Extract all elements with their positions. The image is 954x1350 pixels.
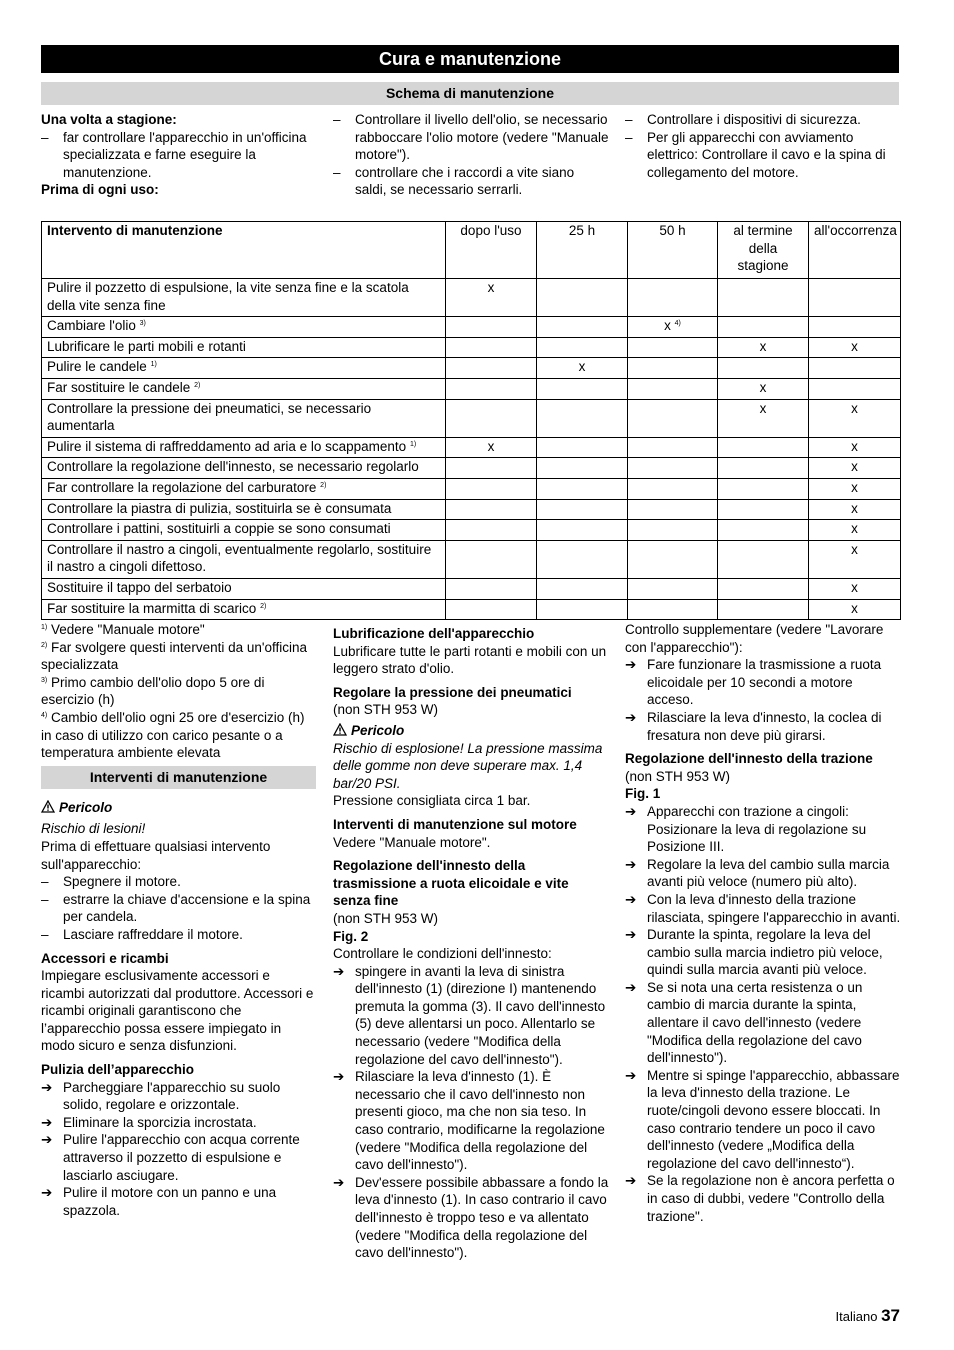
tyre-pressure-note: (non STH 953 W) (333, 702, 439, 718)
task-cell: Pulire il sistema di raffreddamento ad aria e lo scappamento $^{1)}$ (42, 437, 446, 458)
lubrication-text: Lubrificare tutte le parti rotanti e mobili con un leggero strato d'olio. (333, 643, 607, 677)
accessories-text: Impiegare esclusivamente accessori e ricambi autorizzati dal produttore. Accessori e ricambi originali garantiscono che l’apparecchio possa essere impiegato in modo sicuro e senza disfunzioni. (41, 968, 314, 1054)
table-row (42, 520, 901, 541)
interval-cell (537, 337, 628, 358)
arrow-icon: ➔ (333, 1174, 345, 1190)
table-row (42, 317, 901, 338)
arrow-icon: ➔ (41, 1132, 53, 1148)
list-item: ➔ Pulire il motore con un panno e una spazzola. (41, 1185, 277, 1218)
interval-cell (809, 279, 901, 317)
task-cell: Controllare i pattini, sostituirli a coppie se sono consumati (42, 520, 446, 541)
interval-cell (446, 578, 537, 599)
interval-cell (628, 358, 718, 379)
interval-cell: x (537, 358, 628, 379)
task-cell: Pulire le candele $^{1)}$ (42, 358, 446, 379)
interval-cell (446, 399, 537, 437)
arrow-icon: ➔ (625, 856, 637, 872)
interval-cell: x (718, 337, 809, 358)
interval-cell: x (809, 399, 901, 437)
table-row (42, 478, 901, 499)
interval-cell (537, 458, 628, 479)
interval-cell (537, 399, 628, 437)
task-cell: Controllare la regolazione dell'innesto, se necessario regolarlo (42, 458, 446, 479)
interval-cell (809, 378, 901, 399)
lubrication-heading: Lubrificazione dell'apparecchio (333, 626, 535, 641)
interval-cell: x (809, 599, 901, 620)
list-item: ➔ Rilasciare la leva d'innesto, la coclea di fresatura non deve più girarsi. (625, 709, 882, 743)
list-item: ➔ Se la regolazione non è ancora perfetta o in caso di dubbi, vedere "Controllo della trazione". (625, 1173, 895, 1224)
column-header: Intervento di manutenzione (42, 222, 446, 279)
intro-column-1 (41, 111, 317, 199)
page-footer (836, 1306, 900, 1326)
interval-cell (446, 520, 537, 541)
interval-cell (809, 317, 901, 338)
interval-cell (446, 378, 537, 399)
arrow-icon: ➔ (625, 803, 637, 819)
list-item: ➔ Dev'essere possibile abbassare a fondo la leva d'innesto (1). In caso contrario il cavo dell'innesto è troppo teso e va allentato (vedere "Modifica della regolazione del cavo dell'innesto"). (333, 1174, 609, 1261)
arrow-icon: ➔ (625, 891, 637, 907)
interval-cell (537, 478, 628, 499)
task-cell: Far sostituire la marmitta di scarico $^{2)}$ (42, 599, 446, 620)
interval-cell (537, 317, 628, 338)
page-number: 37 (881, 1306, 900, 1325)
traction-note: (non STH 953 W) (625, 768, 731, 784)
arrow-icon: ➔ (625, 979, 637, 995)
list-item: – far controllare l'apparecchio in un'officina specializzata e farne eseguire la manutenzione. (41, 129, 307, 180)
list-item: ➔ Apparecchi con trazione a cingoli: Posizionare la leva di regolazione su Posizione III. (625, 803, 867, 855)
danger-text: Rischio di lesioni! (41, 821, 146, 837)
interval-cell (537, 378, 628, 399)
interval-cell (628, 378, 718, 399)
list-item: ➔ Se si nota una certa resistenza o un cambio di marcia durante la spinta, allentare il cavo dell'innesto (vedere "Modifica della regolazione del cavo dell'innesto"). (625, 979, 863, 1066)
interval-cell (628, 520, 718, 541)
list-item: ➔ Con la leva d'innesto della trazione rilasciata, spingere l'apparecchio in avanti. (625, 891, 901, 925)
interval-cell (537, 540, 628, 578)
table-row (42, 399, 901, 437)
arrow-icon: ➔ (625, 657, 637, 673)
text-column-2 (333, 625, 609, 1262)
warning-triangle-icon (333, 723, 347, 736)
column-header: al termine della stagione (718, 222, 809, 279)
interval-cell (537, 599, 628, 620)
list-item: – estrarre la chiave d'accensione e la spina per candela. (41, 891, 311, 925)
list-item: – controllare che i raccordi a vite siano saldi, se necessario serrarli. (333, 164, 575, 198)
auger-clutch-note: (non STH 953 W) (333, 910, 439, 926)
interval-cell: x (809, 337, 901, 358)
interval-cell (628, 499, 718, 520)
list-item: ➔ Durante la spinta, regolare la leva del cambio sulla marcia indietro più veloce, quindi sulla marcia avanti più veloce. (625, 927, 883, 978)
list-item: – Per gli apparecchi con avviamento elettrico: Controllare il cavo e la spina di collegamento del motore. (625, 129, 886, 180)
interval-cell (628, 458, 718, 479)
arrow-icon: ➔ (625, 1067, 637, 1083)
interval-cell (446, 499, 537, 520)
interval-cell (718, 279, 809, 317)
interval-cell (628, 337, 718, 358)
danger-text: Rischio di esplosione! La pressione massima delle gomme non deve superare max. 1,4 bar/20 PSI. (333, 740, 603, 791)
text-column-1 (41, 621, 317, 1219)
interval-cell (718, 437, 809, 458)
footnote: $^{3)}$ Primo cambio dell'olio dopo 5 ore di esercizio (h) (41, 674, 265, 708)
arrow-icon: ➔ (333, 1069, 345, 1085)
auger-clutch-heading: Regolazione dell'innesto della trasmissione a ruota elicoidale e vite senza fine (333, 858, 569, 909)
interventions-heading: Interventi di manutenzione (41, 766, 316, 789)
footnote: $^{2)}$ Far svolgere questi interventi da un'officina specializzata (41, 639, 307, 673)
interval-cell (809, 358, 901, 379)
task-cell: Controllare il nastro a cingoli, eventualmente regolarlo, sostituire il nastro a cingoli difettoso. (42, 540, 446, 578)
task-cell: Sostituire il tappo del serbatoio (42, 578, 446, 599)
interval-cell: x (446, 279, 537, 317)
interval-cell: x (809, 520, 901, 541)
interval-cell (628, 437, 718, 458)
figure-reference: Fig. 1 (625, 786, 661, 802)
arrow-icon: ➔ (333, 963, 345, 979)
interval-cell (537, 520, 628, 541)
arrow-icon: ➔ (625, 927, 637, 943)
interval-cell: x (809, 458, 901, 479)
interval-cell (628, 478, 718, 499)
interval-cell (718, 358, 809, 379)
text-column-3 (625, 621, 901, 1225)
list-item: – Spegnere il motore. (41, 874, 181, 890)
interval-cell (718, 599, 809, 620)
engine-heading: Interventi di manutenzione sul motore (333, 816, 577, 832)
task-cell: Controllare la pressione dei pneumatici, se necessario aumentarla (42, 399, 446, 437)
table-row (42, 578, 901, 599)
table-row (42, 437, 901, 458)
task-cell: Lubrificare le parti mobili e rotanti (42, 337, 446, 358)
arrow-icon: ➔ (41, 1079, 53, 1095)
table-row (42, 378, 901, 399)
interval-cell (537, 279, 628, 317)
column-header: all'occorrenza (809, 222, 901, 279)
interval-cell (537, 437, 628, 458)
traction-heading: Regolazione dell'innesto della trazione (625, 751, 873, 767)
interventions-lead: Prima di effettuare qualsiasi intervento sull'apparecchio: (41, 838, 271, 872)
list-item: ➔ Parcheggiare l'apparecchio su suolo solido, regolare e orizzontale. (41, 1079, 281, 1113)
list-item: – Controllare i dispositivi di sicurezza. (625, 112, 861, 127)
before-use-heading: Prima di ogni uso: (41, 182, 159, 198)
list-item: – Controllare il livello dell'olio, se necessario rabboccare l'olio motore (vedere "Manuale motore"). (333, 112, 609, 163)
table-row (42, 337, 901, 358)
interval-cell: x (809, 478, 901, 499)
interval-cell (628, 399, 718, 437)
cleaning-heading: Pulizia dell’apparecchio (41, 1062, 195, 1078)
table-row (42, 499, 901, 520)
section-banner: Cura e manutenzione (41, 45, 899, 73)
interval-cell: x (446, 437, 537, 458)
interval-cell: x $^{4)}$ (628, 317, 718, 338)
extra-check-lead: Controllo supplementare (vedere "Lavorare con l'apparecchio"): (625, 622, 884, 655)
list-item: ➔ Pulire l'apparecchio con acqua corrente attraverso il pozzetto di espulsione e lasciarlo asciugare. (41, 1132, 300, 1183)
interval-cell (446, 317, 537, 338)
interval-cell: x (718, 399, 809, 437)
list-item: ➔ spingere in avanti la leva di sinistra dell'innesto (1) (direzione I) mantenendo premuta la gomma (3). Il cavo dell'innesto (5) deve allentarsi un poco. Allentarlo se necessario (vedere "Modifica della regolazione del cavo dell'innesto"). (333, 963, 606, 1067)
interval-cell (446, 478, 537, 499)
season-heading: Una volta a stagione: (41, 112, 177, 127)
column-header: dopo l'uso (446, 222, 537, 279)
tyre-pressure-heading: Regolare la pressione dei pneumatici (333, 684, 572, 700)
task-cell: Cambiare l'olio $^{3)}$ (42, 317, 446, 338)
interval-cell (628, 279, 718, 317)
figure-reference: Fig. 2 (333, 928, 369, 944)
interval-cell (718, 578, 809, 599)
interval-cell (718, 540, 809, 578)
column-header: 50 h (628, 222, 718, 279)
interval-cell (628, 540, 718, 578)
interval-cell (537, 499, 628, 520)
warning-triangle-icon (41, 800, 55, 813)
recommended-pressure: Pressione consigliata circa 1 bar. (333, 793, 531, 809)
interval-cell (718, 520, 809, 541)
list-item: ➔ Mentre si spinge l'apparecchio, abbassare la leva d'innesto della trazione. Le ruote/cingoli devono essere bloccati. In caso contrario tendere un poco il cavo dell'innesto (vedere „Modifica della regolazione del cavo dell'innesto“). (625, 1067, 900, 1171)
list-item: – Lasciare raffreddare il motore. (41, 926, 243, 942)
arrow-icon: ➔ (41, 1185, 53, 1201)
interval-cell (718, 317, 809, 338)
interval-cell (446, 540, 537, 578)
table-row (42, 599, 901, 620)
maintenance-table (41, 221, 901, 620)
task-cell: Pulire il pozzetto di espulsione, la vite senza fine e la scatola della vite senza fine (42, 279, 446, 317)
interval-cell (446, 599, 537, 620)
interval-cell: x (809, 437, 901, 458)
arrow-icon: ➔ (625, 709, 637, 725)
interval-cell: x (809, 578, 901, 599)
table-row (42, 540, 901, 578)
interval-cell (537, 578, 628, 599)
interval-cell (628, 578, 718, 599)
footnotes (41, 621, 317, 762)
list-item: ➔ Fare funzionare la trasmissione a ruota elicoidale per 10 secondi a motore acceso. (625, 657, 882, 708)
column-header: 25 h (537, 222, 628, 279)
interval-cell: x (718, 378, 809, 399)
footnote: $^{4)}$ Cambio dell'olio ogni 25 ore d'esercizio (h) in caso di utilizzo con carico pesante o a temperatura ambiente elevata (41, 709, 305, 761)
interval-cell (446, 358, 537, 379)
engine-text: Vedere "Manuale motore". (333, 834, 491, 850)
interval-cell: x (809, 499, 901, 520)
arrow-icon: ➔ (41, 1114, 53, 1130)
accessories-heading: Accessori e ricambi (41, 950, 169, 966)
footnote: $^{1)}$ Vedere "Manuale motore" (41, 622, 205, 637)
auger-clutch-lead: Controllare le condizioni dell'innesto: (333, 946, 552, 962)
list-item: ➔ Eliminare la sporcizia incrostata. (41, 1114, 257, 1130)
danger-notice: Pericolo (41, 799, 317, 817)
arrow-icon: ➔ (625, 1173, 637, 1189)
interval-cell (446, 337, 537, 358)
interval-cell (628, 599, 718, 620)
list-item: ➔ Regolare la leva del cambio sulla marcia avanti più veloce (numero più alto). (625, 856, 890, 890)
task-cell: Controllare la piastra di pulizia, sostituirla se è consumata (42, 499, 446, 520)
interval-cell (446, 458, 537, 479)
list-item: ➔ Rilasciare la leva d'innesto (1). È necessario che il cavo dell'innesto non presenti gioco, ma che non sia teso. In caso contrario, modificarne la regolazione (vedere "Modifica della regolazione del cavo dell'innesto"). (333, 1069, 605, 1173)
interval-cell (718, 499, 809, 520)
task-cell: Far controllare la regolazione del carburatore $^{2)}$ (42, 478, 446, 499)
intro-column-3 (625, 111, 901, 181)
intro-column-2 (333, 111, 609, 199)
interval-cell (718, 458, 809, 479)
footer-language: Italiano (835, 1309, 878, 1324)
interval-cell: x (809, 540, 901, 578)
interval-cell (718, 478, 809, 499)
schema-heading: Schema di manutenzione (41, 82, 899, 105)
table-row (42, 279, 901, 317)
table-row (42, 358, 901, 379)
table-header-row (42, 222, 901, 279)
danger-notice: Pericolo (333, 722, 609, 740)
table-row (42, 458, 901, 479)
task-cell: Far sostituire le candele $^{2)}$ (42, 378, 446, 399)
